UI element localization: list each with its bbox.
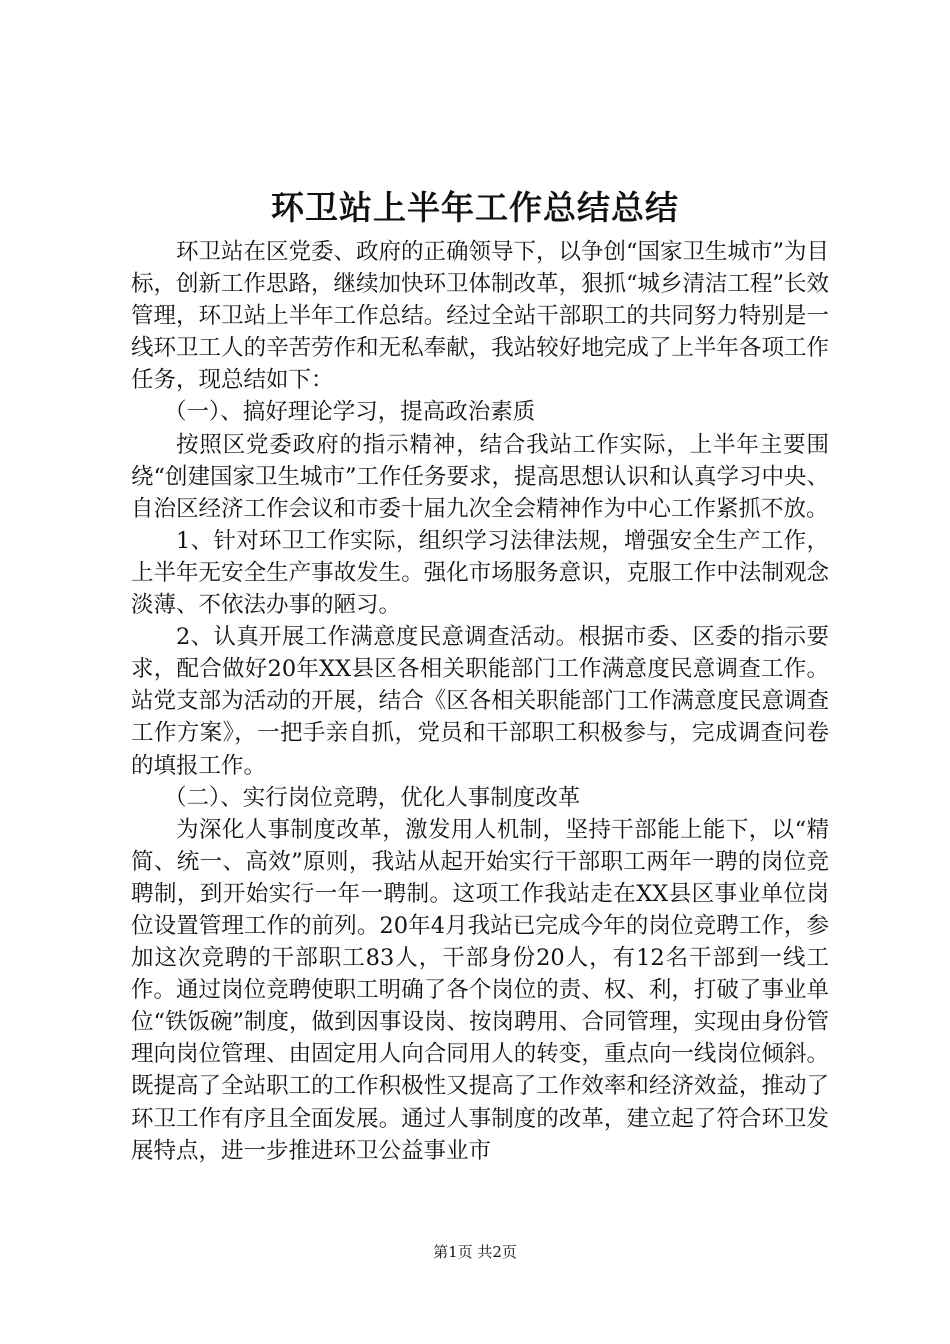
list-item-2: 2、认真开展工作满意度民意调查活动。根据市委、区委的指示要求，配合做好20年XX县区各相关职能部门工作满意度民意调查工作。站党支部为活动的开展，结合《区各相关职能部门工作满意度民意调查工作方案》，一把手亲自抓，党员和干部职工积极参与，完成调查问卷的填报工作。: [131, 624, 829, 779]
paragraph: 为深化人事制度改革，激发用人机制，坚持干部能上能下，以“精简、统一、高效”原则，我站从起开始实行干部职工两年一聘的岗位竞聘制，到开始实行一年一聘制。这项工作我站走在XX县区事业单位岗位设置管理工作的前列。20年4月我站已完成今年的岗位竞聘工作，参加这次竞聘的干部职工83人，干部身份20人，有12名干部到一线工作。通过岗位竞聘使职工明确了各个岗位的责、权、利，打破了事业单位“铁饭碗”制度，做到因事设岗、按岗聘用、合同管理，实现由身份管理向岗位管理、由固定用人向合同用人的转变，重点向一线岗位倾斜。既提高了全站职工的工作积极性又提高了工作效率和经济效益，推动了环卫工作有序且全面发展。通过人事制度的改革，建立起了符合环卫发展特点，进一步推进环卫公益事业市: [131, 816, 830, 1164]
document-title: 环卫站上半年工作总结总结: [271, 188, 679, 227]
paragraph: 按照区党委政府的指示精神，结合我站工作实际，上半年主要围绕“创建国家卫生城市”工作任务要求，提高思想认识和认真学习中央、自治区经济工作会议和市委十届九次全会精神作为中心工作紧抓不放。: [131, 431, 830, 522]
intro-paragraph: 环卫站在区党委、政府的正确领导下，以争创“国家卫生城市”为目标，创新工作思路，继续加快环卫体制改革，狠抓“城乡清洁工程”长效管理，环卫站上半年工作总结。经过全站干部职工的共同努力特别是一线环卫工人的辛苦劳作和无私奉献，我站较好地完成了上半年各项工作任务，现总结如下：: [131, 239, 830, 394]
section-heading-2: （二）、实行岗位竞聘，优化人事制度改革: [164, 784, 581, 811]
section-heading-1: （一）、搞好理论学习，提高政治素质: [164, 399, 536, 426]
document-body: [131, 236, 829, 1167]
list-item-1: 1、针对环卫工作实际，组织学习法律法规，增强安全生产工作，上半年无安全生产事故发生。强化市场服务意识，克服工作中法制观念淡薄、不依法办事的陋习。: [131, 527, 829, 619]
page-footer: 第1页 共2页: [433, 1243, 517, 1261]
